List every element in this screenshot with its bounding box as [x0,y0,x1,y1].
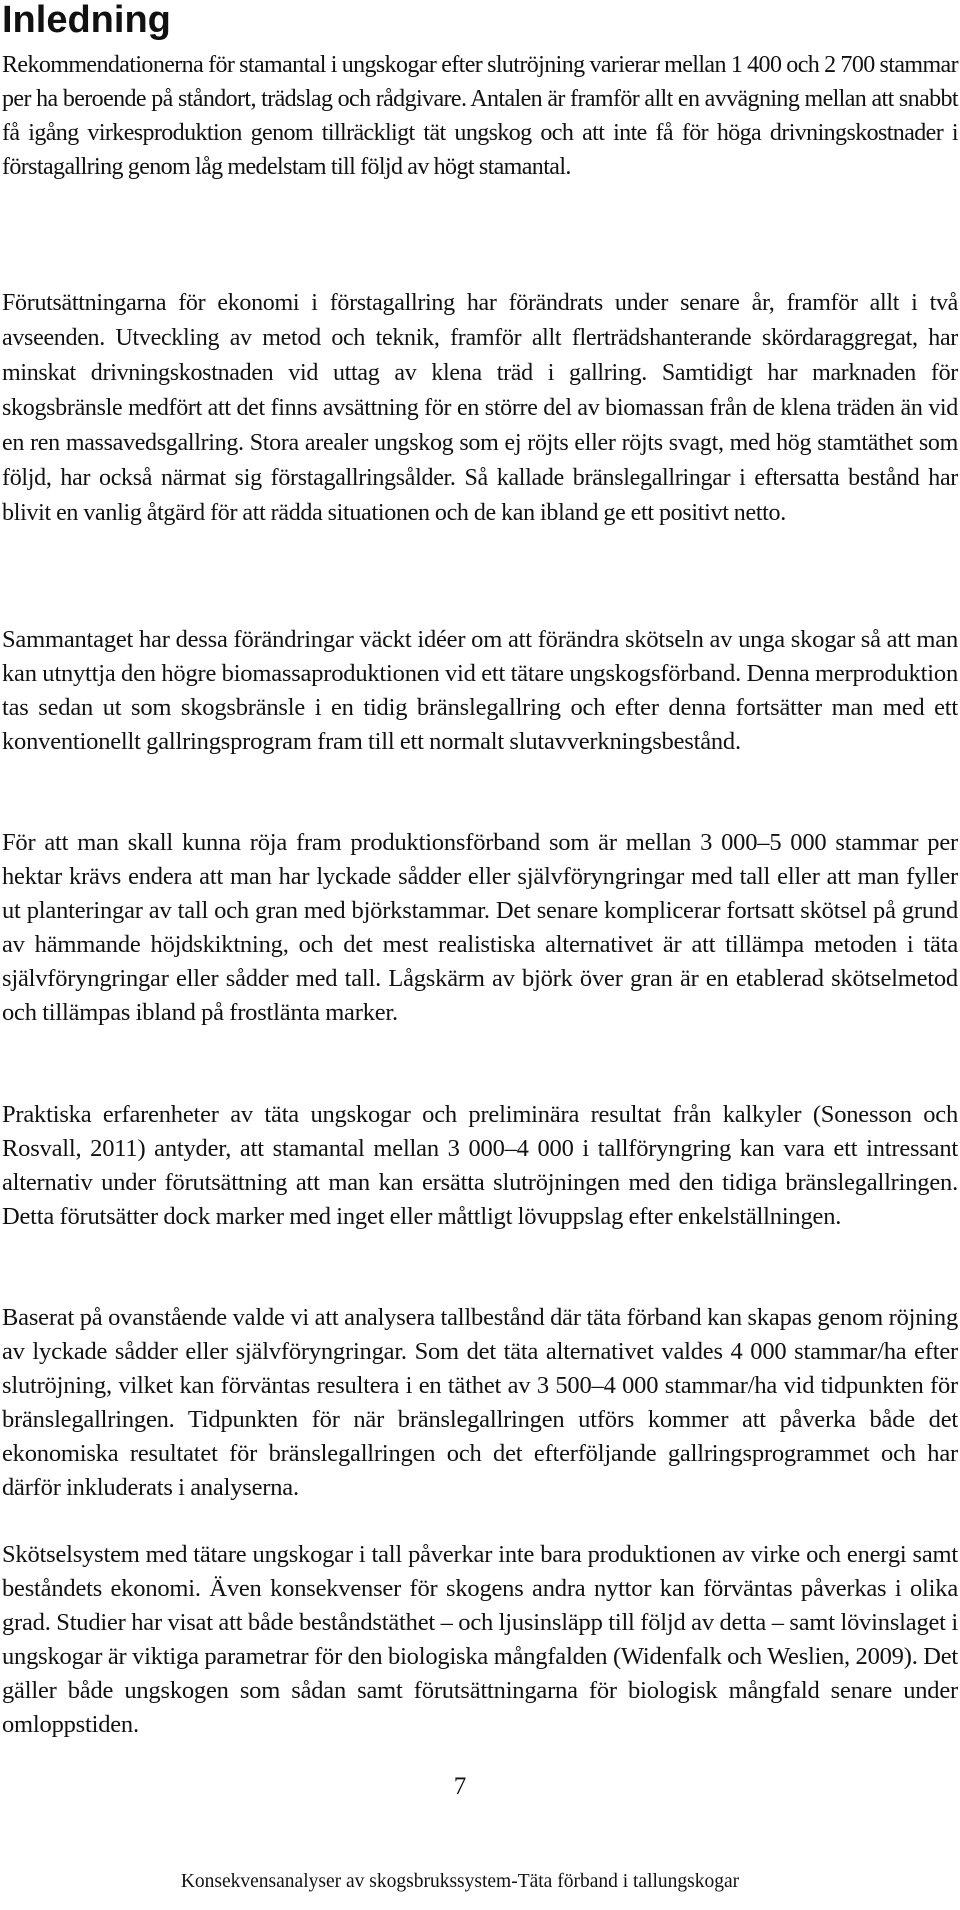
page-footer: Konsekvensanalyser av skogsbrukssystem-Täta förband i tallungskogar [180,1871,740,1892]
paragraph-2: Förutsättningarna för ekonomi i förstagallring har förändrats under senare år, framför allt i två avseenden. Utveckling av metod och teknik, framför allt flerträdshanterande skördaraggregat, har minskat drivningskostnaden vid uttag av klena träd i gallring. Samtidigt har marknaden för skogsbränsle medfört att det finns avsättning för en större del av biomassan från de klena träden än vid en ren massavedsgallring. Stora arealer ungskog som ej röjts eller röjts svagt, med hög stamtäthet som följd, har också närmat sig förstagallringsålder. Så kallade bränslegallringar i eftersatta bestånd har blivit en vanlig åtgärd för att rädda situationen och de kan ibland ge ett positivt netto. [2,290,958,526]
paragraph-4: För att man skall kunna röja fram produktionsförband som är mellan 3 000–5 000 stammar per hektar krävs endera att man har lyckade sådder eller självföryngringar med tall eller att man fyller ut planteringar av tall och gran med björkstammar. Det senare komplicerar fortsatt skötsel på grund av hämmande höjdskiktning, och det mest realistiska alternativet är att tillämpa metoden i täta självföryngringar eller sådder med tall. Lågskärm av björk över gran är en etablerad skötselmetod och tillämpas ibland på frostlänta marker. [2,829,958,1026]
paragraph-1: Rekommendationerna för stamantal i ungskogar efter slutröjning varierar mellan 1 400 och 2 700 stammar per ha beroende på ståndort, trädslag och rådgivare. Antalen är framför allt en avvägning mellan att snabbt få igång virkesproduktion genom tillräckligt tät ungskog och att inte få för höga drivningskostnader i förstagallring genom låg medelstam till följd av högt stamantal. [2,52,958,180]
paragraph-3: Sammantaget har dessa förändringar väckt idéer om att förändra skötseln av unga skogar så att man kan utnyttja den högre biomassaproduktionen vid ett tätare ungskogsförband. Denna merproduktion tas sedan ut som skogsbränsle i en tidig bränslegallring och efter denna fortsätter man med ett konventionellt gallringsprogram fram till ett normalt slutavverkningsbestånd. [2,626,958,755]
paragraph-6: Baserat på ovanstående valde vi att analysera tallbestånd där täta förband kan skapas genom röjning av lyckade sådder eller självföryngringar. Som det täta alternativet valdes 4 000 stammar/ha efter slutröjning, vilket kan förväntas resultera i en täthet av 3 500–4 000 stammar/ha vid tidpunkten för bränslegallringen. Tidpunkten för när bränslegallringen utförs kommer att påverka både det ekonomiska resultatet för bränslegallringen och det efterföljande gallringsprogrammet och har därför inkluderats i analyserna. [2,1304,958,1501]
paragraph-5: Praktiska erfarenheter av täta ungskogar och preliminära resultat från kalkyler (Sonesson och Rosvall, 2011) antyder, att stamantal mellan 3 000–4 000 i tallföryngring kan vara ett intressant alternativ under förutsättning att man kan ersätta slutröjningen med den tidiga bränslegallringen. Detta förutsätter dock marker med inget eller måttligt lövuppslag efter enkelställningen. [2,1101,958,1230]
paragraph-7: Skötselsystem med tätare ungskogar i tall påverkar inte bara produktionen av virke och energi samt beståndets ekonomi. Även konsekvenser för skogens andra nyttor kan förväntas påverkas i olika grad. Studier har visat att både beståndstäthet – och ljusinsläpp till följd av detta – samt lövinslaget i ungskogar är viktiga parametrar för den biologiska mångfalden (Widenfalk och Weslien, 2009). Det gäller både ungskogen som sådan samt förutsättningarna för biologisk mångfald senare under omloppstiden. [2,1541,958,1738]
section-heading: Inledning [2,0,171,41]
page-number: 7 [453,1773,467,1800]
